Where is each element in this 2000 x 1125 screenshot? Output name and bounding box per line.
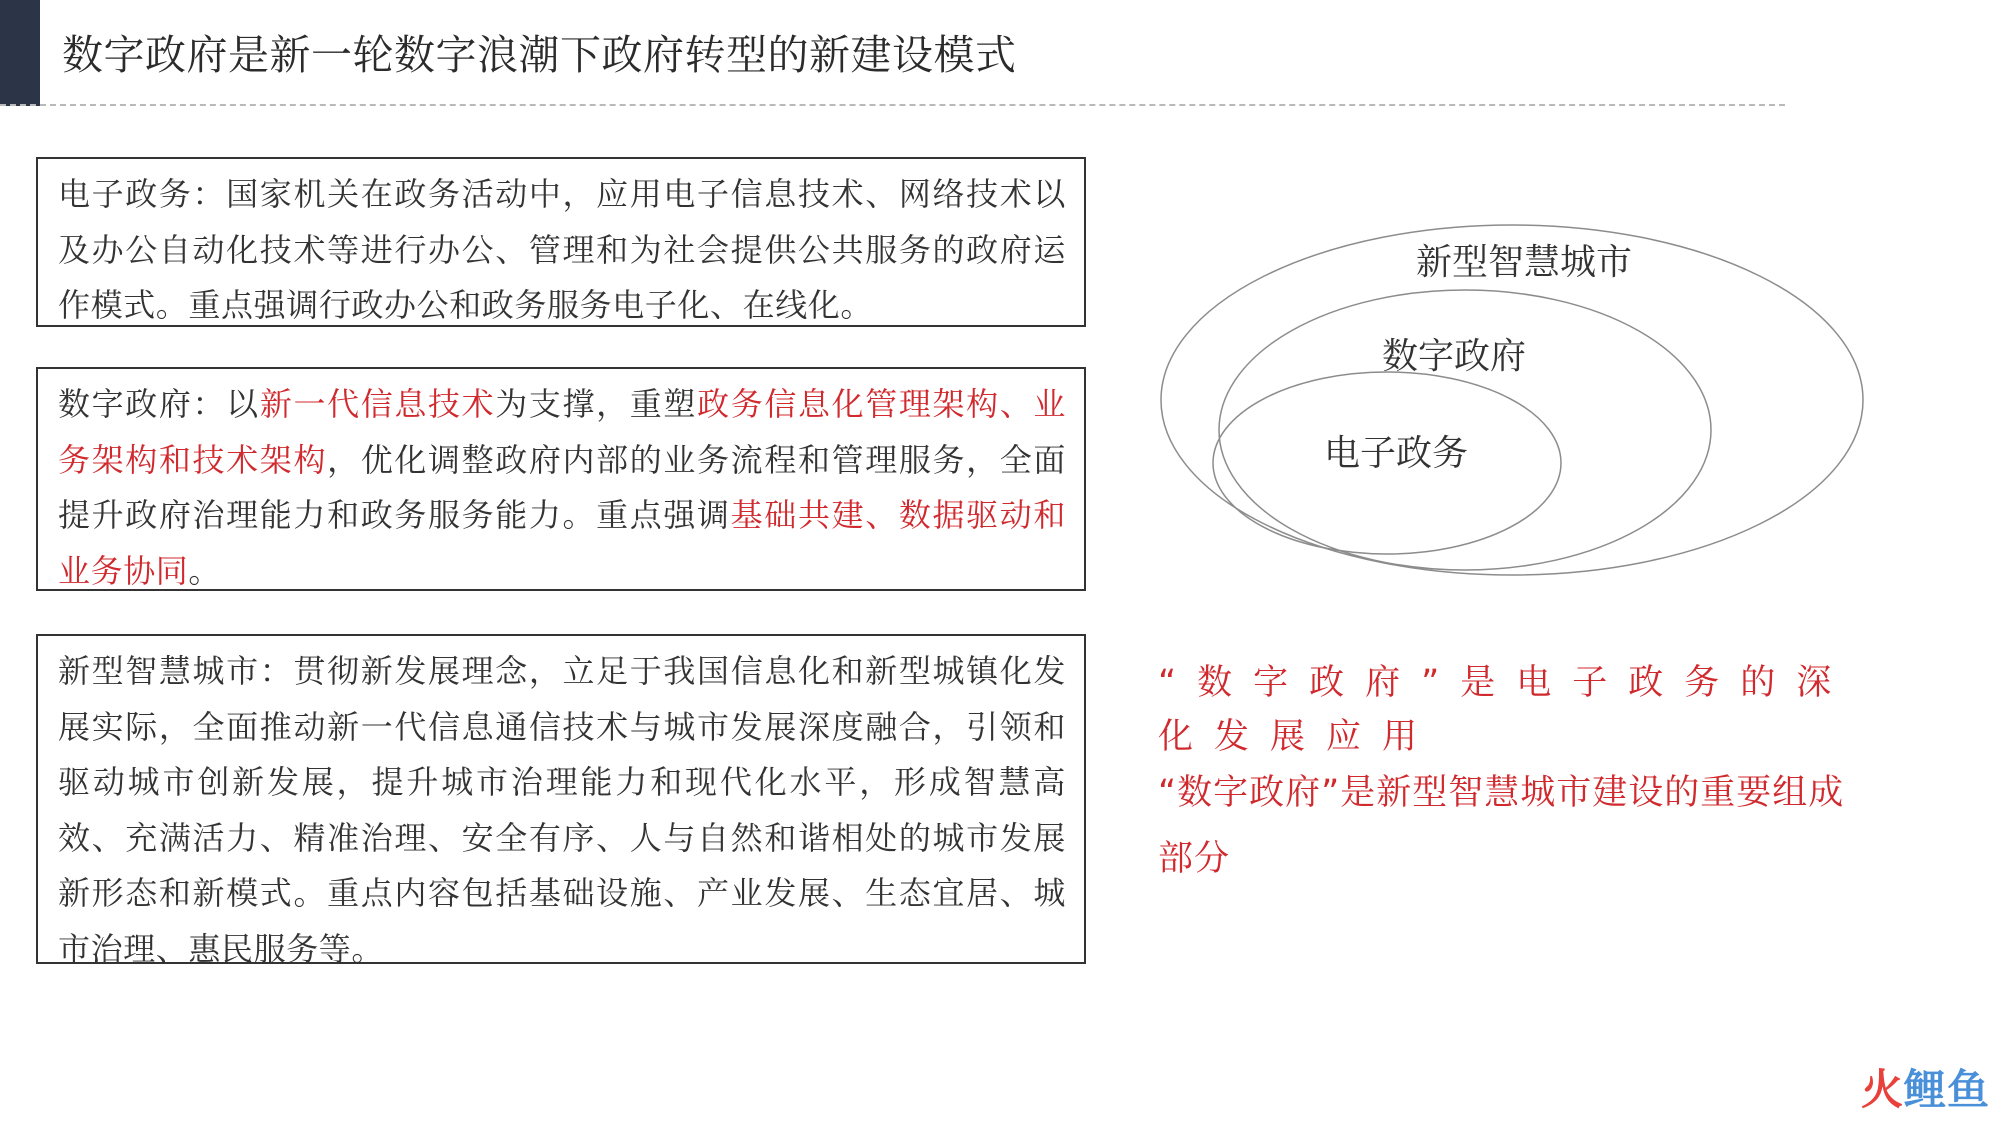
e-gov-term: 电子政务：: [58, 175, 227, 213]
digital-gov-text-2: 为支撑，重塑: [495, 385, 698, 423]
conclusion-2: “数字政府”是新型智慧城市建设的重要组成部分: [1158, 773, 1845, 879]
ring-label-smart-city: 新型智慧城市: [1416, 242, 1633, 283]
ring-label-digital-gov: 数字政府: [1382, 336, 1527, 377]
watermark-part-2: 鲤鱼: [1903, 1065, 1990, 1114]
page-title: 数字政府是新一轮数字浪潮下政府转型的新建设模式: [62, 31, 1017, 79]
smart-city-term: 新型智慧城市：: [58, 652, 294, 690]
smart-city-definition-box: [36, 634, 1086, 968]
smart-city-text: 贯彻新发展理念，立足于我国信息化和新型城镇化发展实际，全面推动新一代信息通信技术与城市发展深度融合，引领和驱动城市创新发展，提升城市治理能力和现代化水平，形成智慧高效、充满活力、精准治理、安全有序、人与自然和谐相处的城市发展新形态和新模式。重点内容包括基础设施、产业发展、生态宜居、城市治理、惠民服务等。: [58, 652, 1067, 968]
digital-gov-text-1: 以: [226, 385, 260, 423]
title-divider: [0, 104, 1785, 106]
digital-gov-highlight-1: 新一代信息技术: [259, 385, 496, 423]
e-gov-definition-box: [36, 157, 1086, 327]
digital-gov-text-4: 。: [188, 551, 222, 590]
digital-gov-highlight-3: 基础共建、数据驱动和业务协同: [58, 496, 1066, 590]
watermark-part-1: 火: [1860, 1065, 1904, 1114]
nested-ellipse-diagram: [1160, 210, 1900, 600]
digital-gov-definition-box: [36, 367, 1086, 591]
watermark-logo: [1861, 1057, 1990, 1117]
conclusion-1: “数字政府”是电子政务的深化发展应用: [1158, 663, 1853, 757]
digital-gov-term: 数字政府：: [58, 385, 227, 423]
ring-label-e-gov: 电子政务: [1324, 433, 1469, 474]
digital-gov-highlight-2: 政务信息化管理架构、业务架构和技术架构: [58, 385, 1066, 479]
e-gov-text: 国家机关在政务活动中，应用电子信息技术、网络技术以及办公自动化技术等进行办公、管理和为社会提供公共服务的政府运作模式。重点强调行政办公和政务服务电子化、在线化。: [58, 175, 1066, 324]
title-accent-bar: [0, 0, 40, 106]
digital-gov-text-3: ，优化调整政府内部的业务流程和管理服务，全面提升政府治理能力和政务服务能力。重点强调: [58, 440, 1066, 534]
